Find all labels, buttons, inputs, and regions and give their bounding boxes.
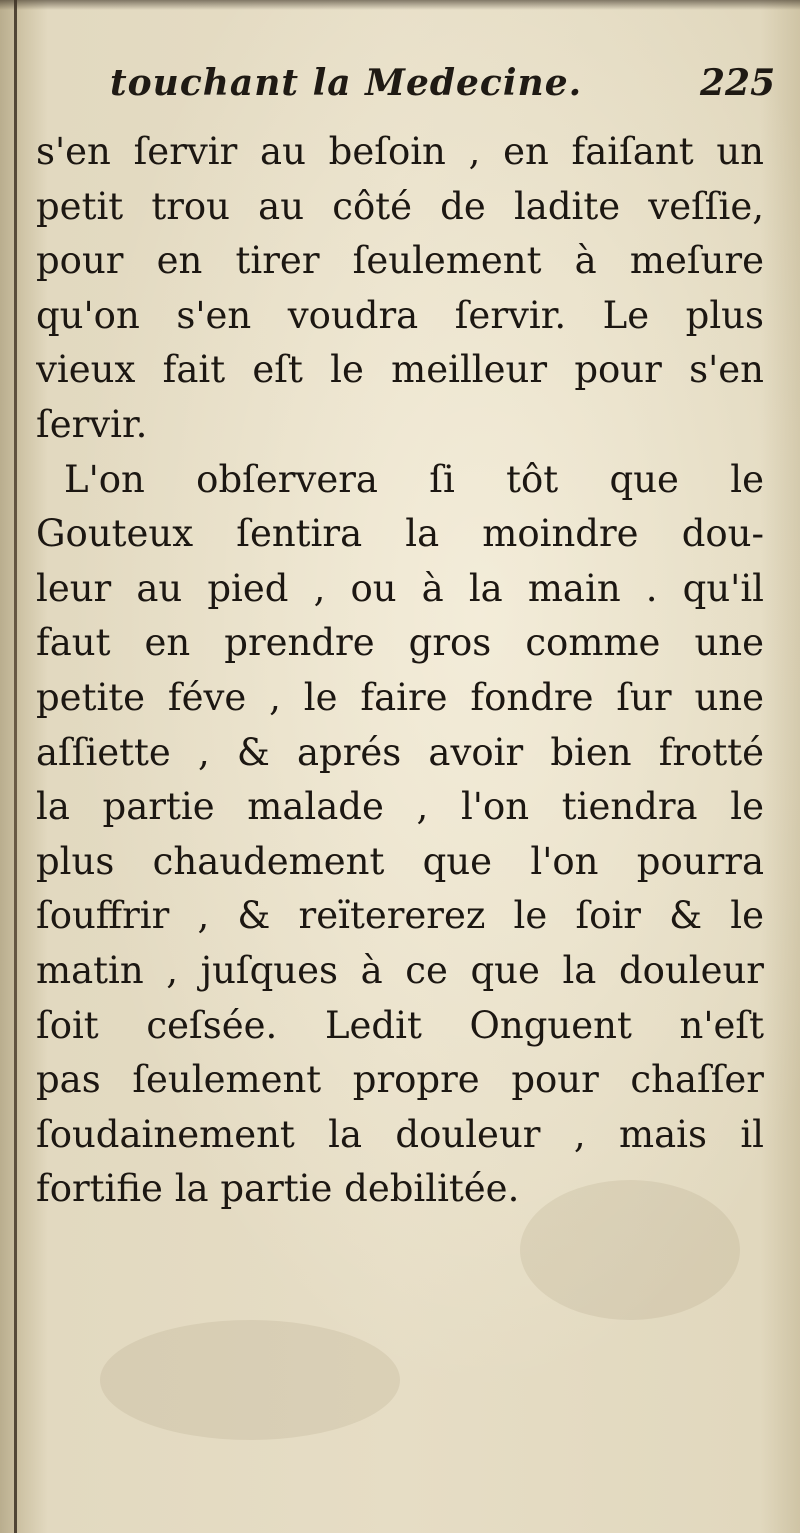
text-line: Gouteux ſentira la moindre dou- — [36, 512, 764, 556]
text-line: matin , juſques à ce que la douleur — [36, 948, 764, 992]
text-line: pour en tirer ſeulement à meſure — [36, 239, 764, 283]
text-line: ſervir. — [36, 402, 148, 446]
text-line: L'on obſervera ſi tôt que le — [64, 457, 764, 501]
gutter-line — [14, 0, 17, 1533]
text-line: la partie malade , l'on tiendra le — [36, 785, 764, 829]
running-title: touchant la Medecine. — [110, 62, 583, 104]
text-line: leur au pied , ou à la main . qu'il — [36, 566, 764, 610]
text-line: ſouffrir , & reïtererez le ſoir & le — [36, 894, 764, 938]
text-line: plus chaudement que l'on pourra — [36, 839, 764, 883]
text-line: fortifie la partie debilitée. — [36, 1167, 520, 1211]
text-line: pas ſeulement propre pour chaſſer — [36, 1058, 764, 1102]
text-line: petit trou au côté de ladite veſſie, — [36, 184, 764, 228]
text-line: aſſiette , & aprés avoir bien frotté — [36, 730, 764, 774]
text-line: ſoit ceſsée. Ledit Onguent n'eſt — [36, 1003, 764, 1047]
text-line: s'en ſervir au beſoin , en faiſant un — [36, 130, 764, 173]
text-line: qu'on s'en voudra ſervir. Le plus — [36, 293, 764, 337]
page-top-edge — [0, 0, 800, 10]
page-number: 225 — [700, 62, 776, 104]
text-line: faut en prendre gros comme une — [36, 621, 764, 665]
text-line: petite féve , le faire fondre ſur une — [36, 675, 764, 719]
text-line: vieux fait eſt le meilleur pour s'en — [36, 348, 764, 392]
paper-stain — [100, 1320, 400, 1440]
text-line: ſoudainement la douleur , mais il — [36, 1112, 764, 1156]
body-text — [36, 125, 764, 1217]
